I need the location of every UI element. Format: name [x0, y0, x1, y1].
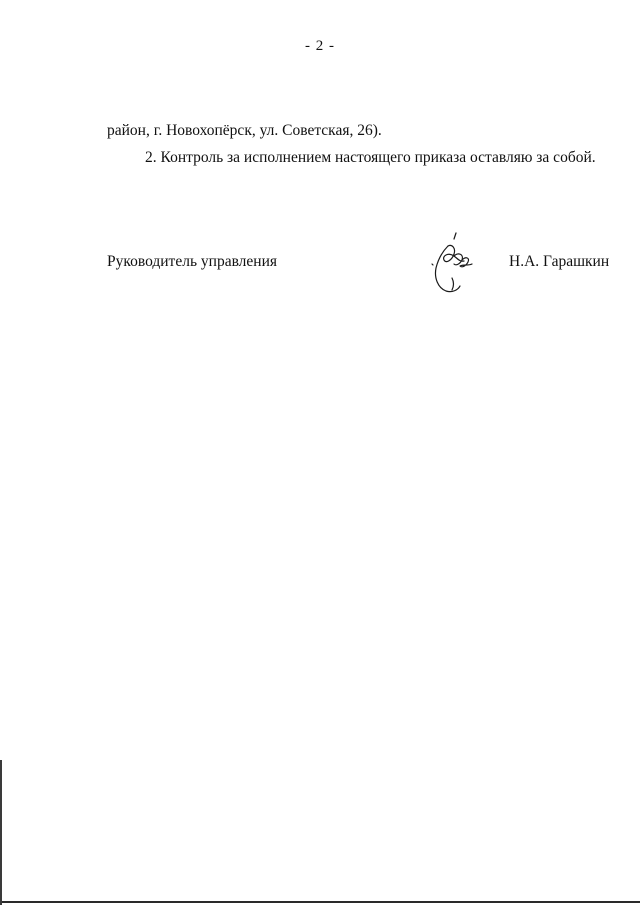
signatory-title: Руководитель управления [107, 253, 278, 270]
body-text-paragraph: 2. Контроль за исполнением настоящего приказа оставляю за собой. [145, 149, 596, 166]
scan-edge-left [0, 760, 2, 905]
scan-edge-bottom [0, 901, 640, 903]
signatory-name: Н.А. Гарашкин [509, 253, 610, 270]
handwritten-signature [418, 228, 484, 300]
page-number: - 2 - [305, 38, 335, 54]
body-text-line: район, г. Новохопёрск, ул. Советская, 26). [107, 122, 382, 139]
